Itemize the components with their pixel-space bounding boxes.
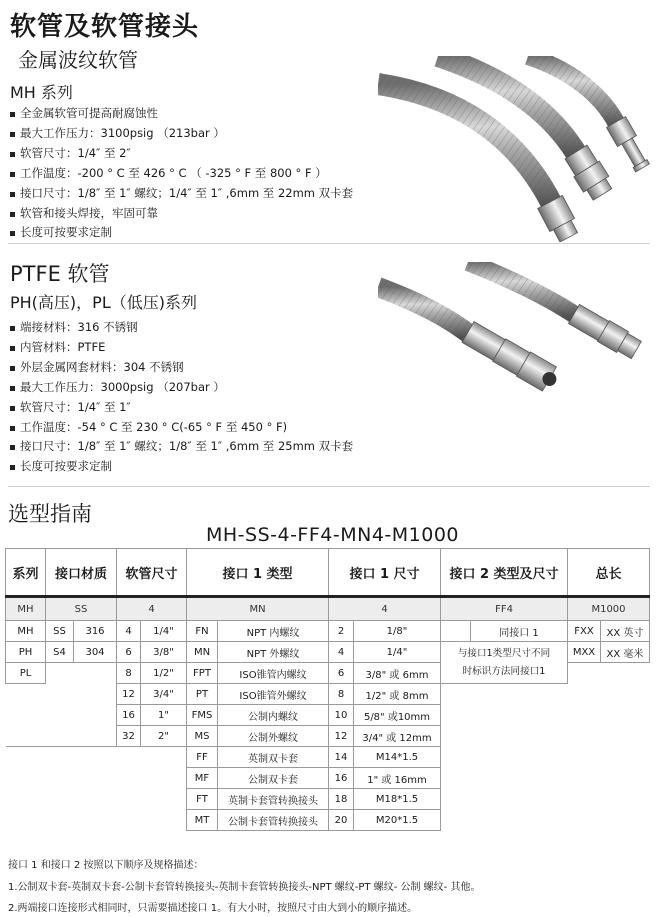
length-value: XX 英寸 xyxy=(601,621,650,642)
end1-size-code: 10 xyxy=(329,705,354,726)
end1-size-code: 18 xyxy=(329,789,354,810)
section-divider xyxy=(8,243,650,244)
ptfe-hose-image xyxy=(378,262,663,392)
series-code: MH xyxy=(6,621,46,642)
example-cell: FF4 xyxy=(441,597,568,621)
table-row xyxy=(6,789,650,810)
end1-type-desc: 公制卡套管转换接头 xyxy=(218,810,329,831)
end1-size-value: 1" 或 16mm xyxy=(354,768,441,789)
end1-size-code: 6 xyxy=(329,663,354,684)
hose-size-code: 32 xyxy=(117,726,141,747)
series-code: PH xyxy=(6,642,46,663)
end1-size-value: 1/4" xyxy=(354,642,441,663)
header-series: 系列 xyxy=(6,549,46,597)
end1-type-code: MT xyxy=(187,810,218,831)
series-code: PL xyxy=(6,663,46,684)
example-cell: MN xyxy=(187,597,329,621)
end1-type-desc: 英制卡套管转换接头 xyxy=(218,789,329,810)
header-length: 总长 xyxy=(568,549,650,597)
end1-size-value: 3/8" 或 6mm xyxy=(354,663,441,684)
example-cell: M1000 xyxy=(568,597,650,621)
example-cell: 4 xyxy=(117,597,187,621)
end2-note-line: 时标识方法同接口1 xyxy=(462,665,546,677)
hose-size-value: 3/4" xyxy=(141,684,187,705)
table-header-row xyxy=(6,549,650,597)
header-end2: 接口 2 类型及尺寸 xyxy=(441,549,568,597)
page-title: 软管及软管接头 xyxy=(10,12,200,42)
end1-type-code: MS xyxy=(187,726,218,747)
end1-type-code: FF xyxy=(187,747,218,768)
hose-size-value: 3/8" xyxy=(141,642,187,663)
feature-item: 长度可按要求定制 xyxy=(8,457,353,477)
end1-size-code: 12 xyxy=(329,726,354,747)
hose-size-code: 12 xyxy=(117,684,141,705)
end1-type-desc: 公制内螺纹 xyxy=(218,705,329,726)
end1-size-value: 1/2" 或 8mm xyxy=(354,684,441,705)
footnote-1: 1.公制双卡套-英制双卡套-公制卡套管转换接头-英制卡套管转换接头-NPT 螺纹-PT 螺纹- 公制 螺纹- 其他。 xyxy=(8,882,481,893)
material-value: 304 xyxy=(74,642,117,663)
end1-type-desc: 公制双卡套 xyxy=(218,768,329,789)
end1-type-code: FN xyxy=(187,621,218,642)
ptfe-hose-features xyxy=(8,318,353,477)
metal-hose-heading: 金属波纹软管 xyxy=(18,48,138,72)
hose-size-value: 1/2" xyxy=(141,663,187,684)
table-row xyxy=(6,726,650,747)
header-end1-type: 接口 1 类型 xyxy=(187,549,329,597)
end2-note-line: 与接口1类型尺寸不同 xyxy=(457,647,551,659)
ptfe-series-label: PH(高压)，PL（低压)系列 xyxy=(10,293,197,312)
feature-item: 工作温度：-54 ° C 至 230 ° C(-65 ° F 至 450 ° F) xyxy=(8,418,353,438)
end1-type-code: FPT xyxy=(187,663,218,684)
end1-size-value: 3/4" 或 12mm xyxy=(354,726,441,747)
table-row xyxy=(6,768,650,789)
ptfe-hose-heading: PTFE 软管 xyxy=(10,262,110,286)
example-cell: SS xyxy=(46,597,117,621)
end1-size-code: 2 xyxy=(329,621,354,642)
end1-size-value: 1/8" xyxy=(354,621,441,642)
footnote-intro: 接口 1 和接口 2 按照以下顺序及规格描述： xyxy=(8,860,204,871)
end1-type-desc: ISO锥管内螺纹 xyxy=(218,663,329,684)
length-code: MXX xyxy=(568,642,601,663)
hose-size-code: 4 xyxy=(117,621,141,642)
header-end1-size: 接口 1 尺寸 xyxy=(329,549,441,597)
end1-type-desc: NPT 外螺纹 xyxy=(218,642,329,663)
selection-guide-heading: 选型指南 xyxy=(8,502,92,526)
section-divider xyxy=(8,486,650,487)
end1-size-code: 4 xyxy=(329,642,354,663)
hose-size-value: 1" xyxy=(141,705,187,726)
feature-item: 最大工作压力：3000psig （207bar ） xyxy=(8,378,353,398)
example-model-code: MH-SS-4-FF4-MN4-M1000 xyxy=(205,524,460,546)
header-material: 接口材质 xyxy=(46,549,117,597)
header-hose-size: 软管尺寸 xyxy=(117,549,187,597)
end1-size-code: 20 xyxy=(329,810,354,831)
material-code: SS xyxy=(46,621,74,642)
hose-size-code: 6 xyxy=(117,642,141,663)
feature-item: 软管尺寸：1/4″ 至 2″ xyxy=(8,144,353,164)
hose-size-value: 2" xyxy=(141,726,187,747)
feature-item: 最大工作压力：3100psig （213bar ） xyxy=(8,124,353,144)
end1-type-code: FMS xyxy=(187,705,218,726)
feature-item: 接口尺寸：1/8″ 至 1″ 螺纹；1/8″ 至 1″ ,6mm 至 25mm 双卡套 xyxy=(8,437,353,457)
table-row xyxy=(6,684,650,705)
end1-size-value: M14*1.5 xyxy=(354,747,441,768)
end2-same: 同接口 1 xyxy=(471,621,568,642)
end1-size-value: M20*1.5 xyxy=(354,810,441,831)
end1-type-code: FT xyxy=(187,789,218,810)
hose-size-code: 16 xyxy=(117,705,141,726)
metal-hose-image xyxy=(378,56,663,242)
end1-type-code: MF xyxy=(187,768,218,789)
feature-item: 软管尺寸：1/4″ 至 1″ xyxy=(8,398,353,418)
end1-type-desc: 公制外螺纹 xyxy=(218,726,329,747)
table-row xyxy=(6,747,650,768)
metal-hose-features xyxy=(8,104,353,243)
feature-item: 接口尺寸：1/8″ 至 1″ 螺纹；1/4″ 至 1″ ,6mm 至 22mm 双卡套 xyxy=(8,184,353,204)
table-row xyxy=(6,810,650,831)
table-row xyxy=(6,642,650,663)
feature-item: 工作温度：-200 ° C 至 426 ° C （ -325 ° F 至 800 ° F ） xyxy=(8,164,353,184)
length-value: XX 毫米 xyxy=(601,642,650,663)
feature-item: 软管和接头焊接，牢固可靠 xyxy=(8,204,353,224)
material-value: 316 xyxy=(74,621,117,642)
mh-series-label: MH 系列 xyxy=(10,83,73,102)
example-cell: 4 xyxy=(329,597,441,621)
hose-size-value: 1/4" xyxy=(141,621,187,642)
end1-size-value: 5/8" 或10mm xyxy=(354,705,441,726)
feature-item: 全金属软管可提高耐腐蚀性 xyxy=(8,104,353,124)
example-cell: MH xyxy=(6,597,46,621)
example-row xyxy=(6,597,650,621)
length-code: FXX xyxy=(568,621,601,642)
end2-note xyxy=(441,642,568,684)
feature-item: 外层金属网套材料：304 不锈钢 xyxy=(8,358,353,378)
table-row xyxy=(6,705,650,726)
end1-size-code: 16 xyxy=(329,768,354,789)
end1-size-code: 14 xyxy=(329,747,354,768)
end1-type-desc: ISO锥管外螺纹 xyxy=(218,684,329,705)
end1-size-value: M18*1.5 xyxy=(354,789,441,810)
end1-type-code: MN xyxy=(187,642,218,663)
feature-item: 长度可按要求定制 xyxy=(8,223,353,243)
end1-size-code: 8 xyxy=(329,684,354,705)
selection-guide-table xyxy=(5,548,650,831)
material-code: S4 xyxy=(46,642,74,663)
end1-type-desc: 英制双卡套 xyxy=(218,747,329,768)
feature-item: 端接材料：316 不锈钢 xyxy=(8,318,353,338)
end1-type-desc: NPT 内螺纹 xyxy=(218,621,329,642)
hose-size-code: 8 xyxy=(117,663,141,684)
feature-item: 内管材料：PTFE xyxy=(8,338,353,358)
table-row xyxy=(6,621,650,642)
end1-type-code: PT xyxy=(187,684,218,705)
footnote-2: 2.两端接口连接形式相同时，只需要描述接口 1。有大小时，按照尺寸由大到小的顺序描述。 xyxy=(8,903,418,914)
